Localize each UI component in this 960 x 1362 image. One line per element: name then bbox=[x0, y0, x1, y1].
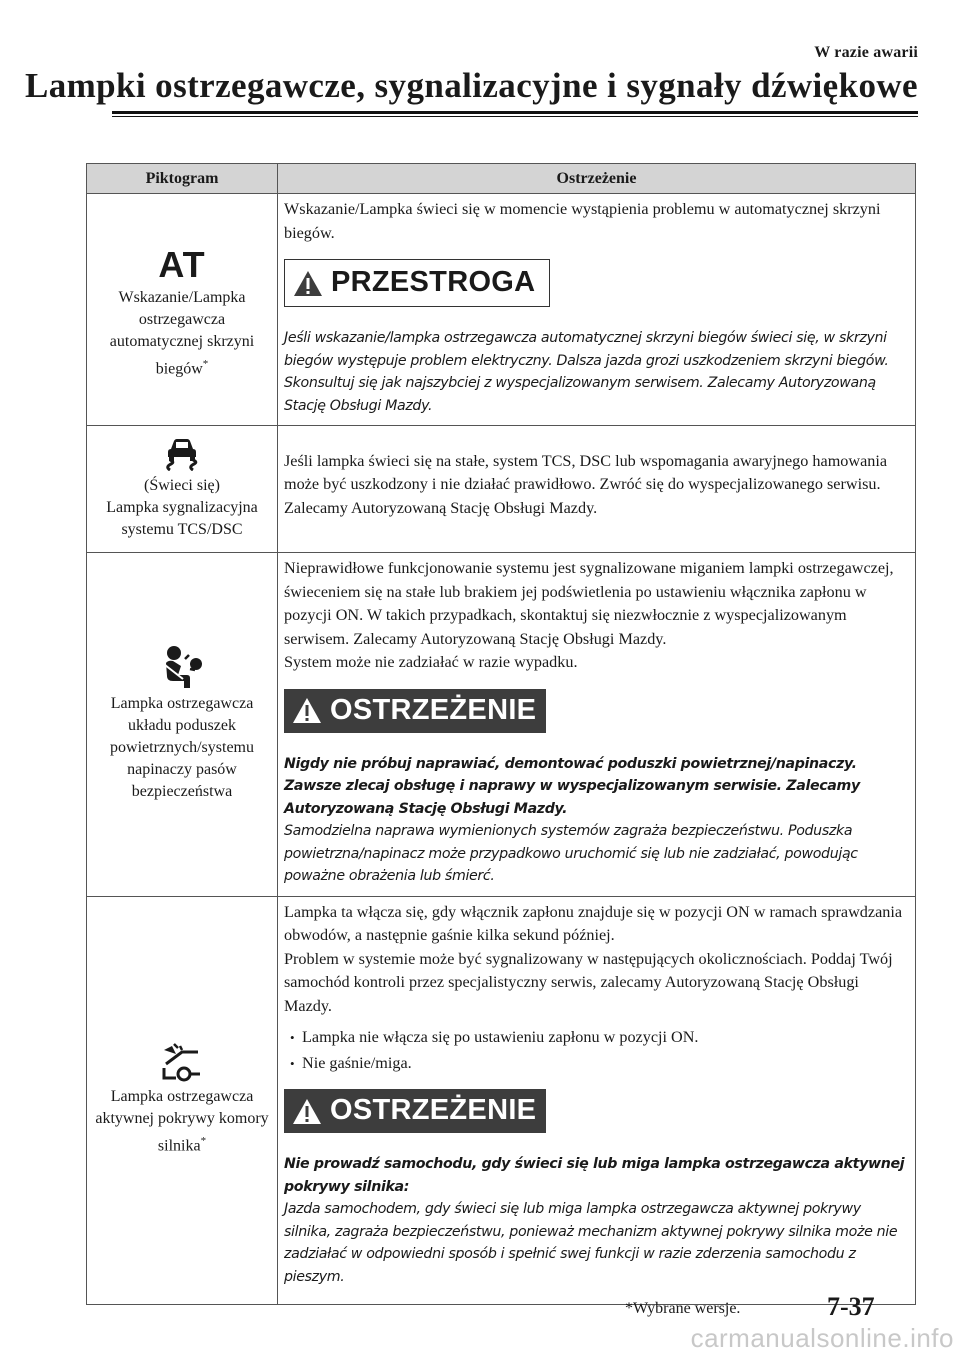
pictogram-cell bbox=[87, 426, 278, 553]
caution-banner bbox=[284, 259, 550, 307]
warning-note-bold: Nigdy nie próbuj naprawiać, demontować poduszki powietrznej/napinaczy. Zawsze zlecaj obsługę i naprawy w wyspecjalizowanym serwisie. Zalecamy Autoryzowaną Stację Obsługi Mazdy. bbox=[284, 755, 860, 817]
warning-note-bold: Nie prowadź samochodu, gdy świeci się lub miga lampka ostrzegawcza aktywnej pokrywy silnika: bbox=[284, 1156, 905, 1195]
list-item: • Lampka nie włącza się po ustawieniu zapłonu w pozycji ON. bbox=[284, 1026, 909, 1050]
table-row bbox=[87, 426, 916, 553]
pictogram-cell bbox=[87, 194, 278, 426]
table-row bbox=[87, 896, 916, 1304]
description-text: Nieprawidłowe funkcjonowanie systemu jest sygnalizowane miganiem lampki ostrzegawczej, świeceniem się na stałe lub brakiem jej podświetlenia po ustawieniu włącznika zapłonu w pozycji ON. W takich przypadkach, skontaktuj się niezwłocznie z wyspecjalizowanym serwisem. Zalecamy Autoryzowaną Stację Obsługi Mazdy. bbox=[284, 559, 894, 648]
column-header-warning: Ostrzeżenie bbox=[278, 164, 916, 194]
warning-banner bbox=[284, 1089, 546, 1133]
description-text: Wskazanie/Lampka świeci się w momencie wystąpienia problemu w automatycznej skrzyni biegów. bbox=[284, 200, 881, 242]
warning-banner-label: OSTRZEŻENIE bbox=[330, 1094, 537, 1127]
description-text: Jeśli lampka świeci się na stałe, system TCS, DSC lub wspomagania awaryjnego hamowania może być uszkodzony i nie działać prawidłowo. Zwróć się do wyspecjalizowanego serwisu. Zalecamy Autoryzowaną Stację Obsługi Mazdy. bbox=[284, 451, 888, 517]
description-text: Lampka ta włącza się, gdy włącznik zapłonu znajduje się w pozycji ON w ramach sprawdzania obwodów, a następnie gaśnie kilka sekund później. bbox=[284, 902, 903, 944]
pictogram-cell bbox=[87, 553, 278, 897]
pictogram-cell bbox=[87, 896, 278, 1304]
description-text: System może nie zadziałać w razie wypadku. bbox=[284, 653, 578, 671]
tcs-dsc-car-skid-icon bbox=[162, 437, 202, 471]
page-number: 7-37 bbox=[827, 1292, 875, 1321]
pictogram-label: Lampka ostrzegawcza układu poduszek powietrznych/systemu napinaczy pasów bezpieczeństwa bbox=[110, 695, 254, 801]
pictogram-label: Lampka ostrzegawcza aktywnej pokrywy komory silnika* bbox=[95, 1088, 269, 1155]
caution-note: Jeśli wskazanie/lampka ostrzegawcza automatycznej skrzyni biegów świeci się, w skrzyni biegów występuje problem elektryczny. Dalsza jazda grozi uszkodzeniem skrzyni biegów. Skonsultuj się jak najszybciej z wyspecjalizowanym serwisem. Zalecamy Autoryzowaną Stację Obsługi Mazdy. bbox=[284, 330, 889, 414]
watermark: carmanualsonline.info bbox=[690, 1323, 954, 1353]
description-cell bbox=[278, 553, 916, 897]
warning-triangle-icon bbox=[293, 270, 323, 297]
airbag-seatbelt-icon bbox=[161, 645, 203, 689]
table-row bbox=[87, 194, 916, 426]
table-row bbox=[87, 553, 916, 897]
header-rule bbox=[112, 111, 918, 114]
header-rule-thin bbox=[112, 116, 918, 117]
list-item: • Nie gaśnie/miga. bbox=[284, 1052, 909, 1076]
active-bonnet-icon bbox=[160, 1042, 204, 1082]
pictogram-state: (Świeci się) bbox=[144, 477, 220, 494]
warning-note: Jazda samochodem, gdy świeci się lub miga lampka ostrzegawcza aktywnej pokrywy silnika, zagraża bezpieczeństwu, ponieważ mechanizm aktywnej pokrywy silnika może nie zadziałać w odpowiedni sposób i spełnić swej funkcji w razie zderzenia samochodu z pieszym. bbox=[284, 1201, 898, 1285]
warning-lights-table bbox=[86, 163, 916, 1305]
table-header-row bbox=[87, 164, 916, 194]
caution-banner-label: PRZESTROGA bbox=[331, 266, 536, 299]
warning-triangle-icon bbox=[292, 1098, 322, 1125]
footnote: *Wybrane wersje. bbox=[625, 1300, 741, 1317]
warning-triangle-icon bbox=[292, 697, 322, 724]
description-cell bbox=[278, 426, 916, 553]
description-cell bbox=[278, 194, 916, 426]
description-cell bbox=[278, 896, 916, 1304]
at-transmission-icon: AT bbox=[158, 243, 206, 285]
condition-list bbox=[284, 1026, 909, 1075]
pictogram-label: Wskazanie/Lampka ostrzegawcza automatycznej skrzyni biegów* bbox=[109, 288, 255, 378]
warning-note: Samodzielna naprawa wymienionych systemów zagraża bezpieczeństwu. Poduszka powietrzna/napinacz może przypadkowo uruchomić się lub nie zadziałać, powodując poważne obrażenia lub śmierć. bbox=[284, 823, 858, 884]
page-title: Lampki ostrzegawcze, sygnalizacyjne i sygnały dźwiękowe bbox=[24, 66, 918, 105]
warning-banner bbox=[284, 689, 546, 733]
warning-banner-label: OSTRZEŻENIE bbox=[330, 693, 537, 726]
description-text: Problem w systemie może być sygnalizowany w następujących okolicznościach. Poddaj Twój samochód kontroli przez specjalistyczny serwis, zalecamy Autoryzowaną Stację Obsługi Mazdy. bbox=[284, 949, 893, 1015]
section-title: W razie awarii bbox=[814, 44, 918, 61]
pictogram-label: Lampka sygnalizacyjna systemu TCS/DSC bbox=[106, 499, 258, 538]
column-header-pictogram: Piktogram bbox=[87, 164, 278, 194]
